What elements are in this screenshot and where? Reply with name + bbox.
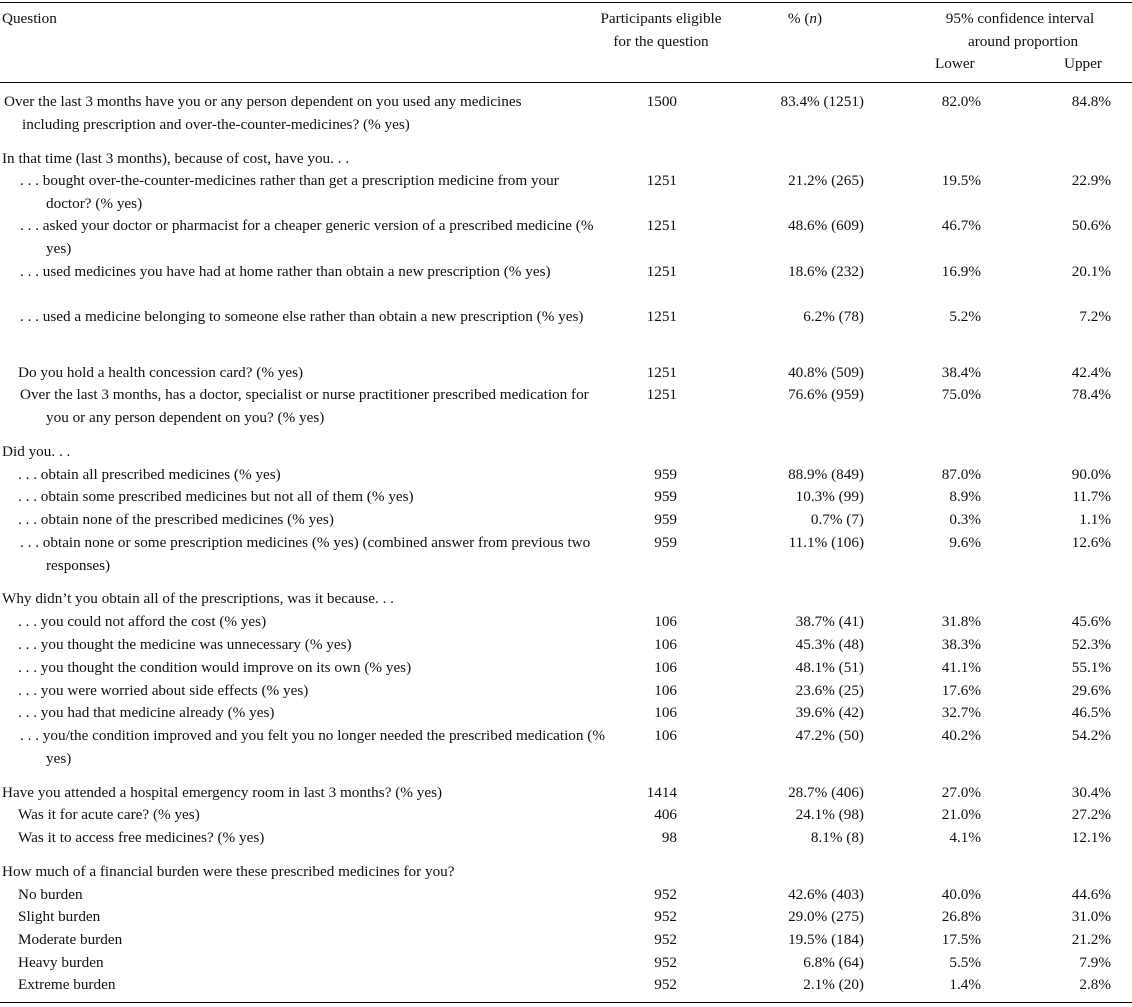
ci-upper: 50.6%	[1071, 217, 1111, 234]
ci-lower: 46.7%	[941, 217, 981, 234]
percent-count: 40.8% (509)	[788, 364, 864, 381]
ci-upper: 29.6%	[1071, 682, 1111, 699]
header-pct-n	[760, 8, 850, 31]
percent-count: 23.6% (25)	[795, 682, 864, 699]
ci-upper: 90.0%	[1071, 466, 1111, 483]
eligible-count: 1251	[646, 364, 677, 381]
ci-upper: 45.6%	[1071, 613, 1111, 630]
ci-upper: 27.2%	[1071, 806, 1111, 823]
bottom-rule	[0, 1002, 1132, 1003]
header-ci	[920, 8, 1120, 53]
ci-lower: 87.0%	[941, 466, 981, 483]
eligible-count: 98	[661, 829, 677, 846]
eligible-count: 952	[654, 976, 677, 993]
ci-upper: 54.2%	[1071, 727, 1111, 744]
ci-lower: 31.8%	[941, 613, 981, 630]
ci-upper: 46.5%	[1071, 704, 1111, 721]
percent-count: 76.6% (959)	[788, 386, 864, 403]
question-text: . . . asked your doctor or pharmacist for a cheaper generic version of a prescribed medicine (% yes)	[20, 217, 594, 257]
eligible-count: 952	[654, 886, 677, 903]
percent-count: 11.1% (106)	[788, 534, 864, 551]
ci-upper: 55.1%	[1071, 659, 1111, 676]
eligible-count: 1251	[646, 308, 677, 325]
question-text: Extreme burden	[18, 976, 116, 993]
question-text: . . . you thought the condition would improve on its own (% yes)	[18, 659, 412, 676]
eligible-count: 106	[654, 682, 677, 699]
ci-lower: 5.5%	[949, 954, 981, 971]
eligible-count: 106	[654, 704, 677, 721]
question-text: Do you hold a health concession card? (% yes)	[18, 364, 304, 381]
eligible-count: 1414	[646, 784, 677, 801]
percent-count: 28.7% (406)	[788, 784, 864, 801]
question-text: How much of a financial burden were these prescribed medicines for you?	[2, 863, 455, 880]
header-eligible-line1: Participants eligible	[600, 10, 722, 27]
eligible-count: 959	[654, 466, 677, 483]
question-text: Heavy burden	[18, 954, 104, 971]
ci-upper: 78.4%	[1071, 386, 1111, 403]
percent-count: 47.2% (50)	[795, 727, 864, 744]
question-text: . . . obtain some prescribed medicines but not all of them (% yes)	[18, 488, 414, 505]
ci-lower: 26.8%	[941, 908, 981, 925]
ci-upper: 22.9%	[1071, 172, 1111, 189]
question-text: Over the last 3 months have you or any person dependent on you used any medicines including prescription and over-the-counter-medicines? (% yes)	[4, 93, 522, 133]
percent-count: 38.7% (41)	[795, 613, 864, 630]
eligible-count: 959	[654, 511, 677, 528]
ci-upper: 7.2%	[1079, 308, 1111, 325]
ci-lower: 40.0%	[941, 886, 981, 903]
header-pct-close: )	[817, 10, 823, 27]
header-ci-line1: 95% confidence interval	[945, 10, 1095, 27]
ci-upper: 30.4%	[1071, 784, 1111, 801]
question-text: . . . you were worried about side effects (% yes)	[18, 682, 309, 699]
ci-upper: 21.2%	[1071, 931, 1111, 948]
header-ci-line2: around proportion	[967, 32, 1079, 50]
percent-count: 48.1% (51)	[795, 659, 864, 676]
percent-count: 8.1% (8)	[810, 829, 864, 846]
percent-count: 29.0% (275)	[788, 908, 864, 925]
eligible-count: 952	[654, 931, 677, 948]
question-text: Did you. . .	[2, 443, 71, 460]
percent-count: 45.3% (48)	[795, 636, 864, 653]
eligible-count: 959	[654, 488, 677, 505]
question-text: . . . obtain none of the prescribed medicines (% yes)	[18, 511, 334, 528]
ci-lower: 8.9%	[949, 488, 981, 505]
header-n-italic: n	[809, 10, 818, 27]
ci-upper: 11.7%	[1072, 488, 1111, 505]
question-text: . . . you could not afford the cost (% yes)	[18, 613, 267, 630]
percent-count: 6.8% (64)	[803, 954, 864, 971]
eligible-count: 1251	[646, 263, 677, 280]
percent-count: 18.6% (232)	[788, 263, 864, 280]
question-text: . . . you thought the medicine was unnecessary (% yes)	[18, 636, 352, 653]
ci-lower: 5.2%	[949, 308, 981, 325]
ci-lower: 27.0%	[941, 784, 981, 801]
header-pct-open: % (	[787, 10, 810, 27]
eligible-count: 406	[654, 806, 677, 823]
eligible-count: 1251	[646, 172, 677, 189]
ci-upper: 44.6%	[1071, 886, 1111, 903]
eligible-count: 106	[654, 613, 677, 630]
percent-count: 19.5% (184)	[788, 931, 864, 948]
percent-count: 88.9% (849)	[788, 466, 864, 483]
ci-lower: 38.3%	[941, 636, 981, 653]
ci-upper: 7.9%	[1079, 954, 1111, 971]
question-text: . . . bought over-the-counter-medicines rather than get a prescription medicine from your doctor? (% yes)	[20, 172, 559, 212]
percent-count: 83.4% (1251)	[780, 93, 864, 110]
eligible-count: 1251	[646, 386, 677, 403]
ci-lower: 19.5%	[941, 172, 981, 189]
question-text: Moderate burden	[18, 931, 123, 948]
question-text: Why didn’t you obtain all of the prescriptions, was it because. . .	[2, 590, 394, 607]
ci-lower: 4.1%	[949, 829, 981, 846]
question-text: No burden	[18, 886, 83, 903]
ci-lower: 32.7%	[941, 704, 981, 721]
ci-lower: 41.1%	[941, 659, 981, 676]
ci-lower: 0.3%	[949, 511, 981, 528]
ci-upper: 12.1%	[1071, 829, 1111, 846]
header-eligible-line2: for the question	[613, 32, 709, 50]
question-text: . . . used medicines you have had at home rather than obtain a new prescription (% yes)	[20, 263, 551, 280]
percent-count: 42.6% (403)	[788, 886, 864, 903]
percent-count: 0.7% (7)	[810, 511, 864, 528]
question-text: Over the last 3 months, has a doctor, specialist or nurse practitioner prescribed medication for you or any person dependent on you? (% yes)	[20, 386, 589, 426]
ci-lower: 17.5%	[941, 931, 981, 948]
ci-lower: 21.0%	[941, 806, 981, 823]
ci-lower: 75.0%	[941, 386, 981, 403]
percent-count: 2.1% (20)	[803, 976, 864, 993]
eligible-count: 952	[654, 954, 677, 971]
header-rule	[0, 82, 1132, 83]
question-text: . . . you/the condition improved and you felt you no longer needed the prescribed medication (% yes)	[20, 727, 605, 767]
header-question: Question	[2, 10, 57, 27]
eligible-count: 959	[654, 534, 677, 551]
question-text: Was it for acute care? (% yes)	[18, 806, 200, 823]
ci-lower: 82.0%	[941, 93, 981, 110]
percent-count: 10.3% (99)	[795, 488, 864, 505]
header-lower: Lower	[935, 55, 975, 72]
question-text: In that time (last 3 months), because of cost, have you. . .	[2, 150, 350, 167]
eligible-count: 106	[654, 636, 677, 653]
ci-upper: 2.8%	[1079, 976, 1111, 993]
question-text: . . . obtain all prescribed medicines (% yes)	[18, 466, 281, 483]
header-eligible	[588, 8, 734, 53]
percent-count: 6.2% (78)	[803, 308, 864, 325]
ci-lower: 9.6%	[949, 534, 981, 551]
eligible-count: 1500	[646, 93, 677, 110]
eligible-count: 1251	[646, 217, 677, 234]
question-text: . . . you had that medicine already (% yes)	[18, 704, 275, 721]
ci-upper: 20.1%	[1071, 263, 1111, 280]
header-upper: Upper	[1064, 55, 1102, 72]
ci-lower: 38.4%	[941, 364, 981, 381]
percent-count: 24.1% (98)	[795, 806, 864, 823]
eligible-count: 106	[654, 659, 677, 676]
question-text: . . . used a medicine belonging to someone else rather than obtain a new prescription (% yes)	[20, 308, 584, 325]
eligible-count: 106	[654, 727, 677, 744]
question-text: Was it to access free medicines? (% yes)	[18, 829, 265, 846]
percent-count: 39.6% (42)	[795, 704, 864, 721]
question-text: Slight burden	[18, 908, 101, 925]
percent-count: 21.2% (265)	[788, 172, 864, 189]
top-rule	[0, 2, 1132, 3]
question-text: . . . obtain none or some prescription medicines (% yes) (combined answer from previous two responses)	[20, 534, 591, 574]
ci-lower: 17.6%	[941, 682, 981, 699]
ci-lower: 40.2%	[941, 727, 981, 744]
percent-count: 48.6% (609)	[788, 217, 864, 234]
ci-lower: 16.9%	[941, 263, 981, 280]
ci-upper: 31.0%	[1071, 908, 1111, 925]
ci-upper: 42.4%	[1071, 364, 1111, 381]
ci-upper: 52.3%	[1071, 636, 1111, 653]
eligible-count: 952	[654, 908, 677, 925]
ci-upper: 1.1%	[1079, 511, 1111, 528]
ci-lower: 1.4%	[949, 976, 981, 993]
question-text: Have you attended a hospital emergency room in last 3 months? (% yes)	[2, 784, 443, 801]
ci-upper: 12.6%	[1071, 534, 1111, 551]
ci-upper: 84.8%	[1071, 93, 1111, 110]
